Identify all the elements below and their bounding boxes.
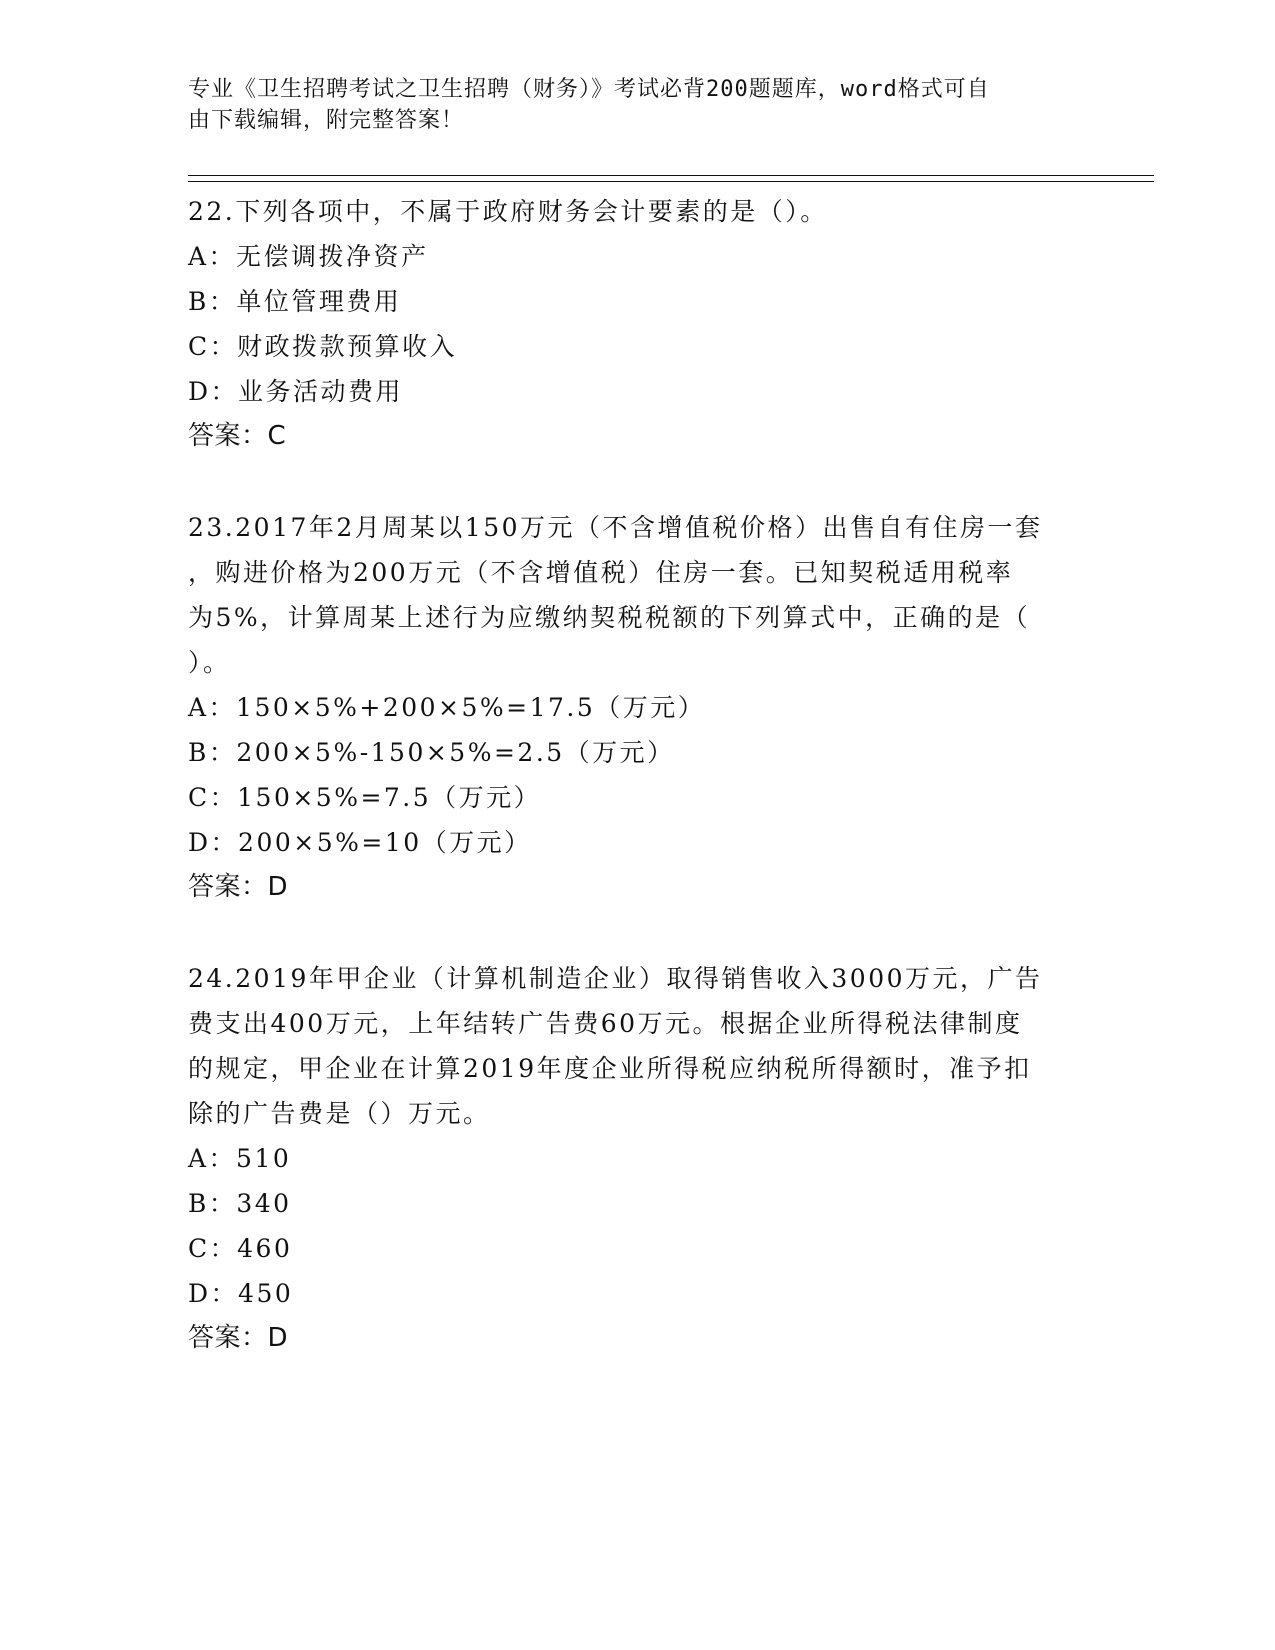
header-line: 专业《卫生招聘考试之卫生招聘（财务）》考试必背200题题库，word格式可自: [188, 77, 990, 102]
option-d: D：450: [188, 1279, 294, 1308]
header-divider: [188, 181, 1154, 182]
question-stem: 22.下列各项中，不属于政府财务会计要素的是（）。: [188, 197, 828, 226]
option-b: B：单位管理费用: [188, 287, 402, 316]
header-divider: [188, 175, 1154, 176]
question-list: [188, 189, 1088, 1361]
question-stem: 24.2019年甲企业（计算机制造企业）取得销售收入3000万元，广告: [188, 964, 1043, 993]
question-stem: 的规定，甲企业在计算2019年度企业所得税应纳税所得额时，准予扣: [188, 1054, 1032, 1083]
question-stem: 23.2017年2月周某以150万元（不含增值税价格）出售自有住房一套: [188, 513, 1043, 542]
document-header: [188, 74, 1068, 136]
option-a: A：无偿调拨净资产: [188, 242, 429, 271]
question-block: [188, 956, 1088, 1361]
answer-line: 答案：D: [188, 872, 289, 902]
question-stem: ，购进价格为200万元（不含增值税）住房一套。已知契税适用税率: [188, 558, 1014, 587]
option-d: D：200×5%=10（万元）: [188, 828, 532, 857]
question-stem: 费支出400万元，上年结转广告费60万元。根据企业所得税法律制度: [188, 1009, 1023, 1038]
option-a: A：510: [188, 1144, 292, 1173]
option-c: C：150×5%=7.5（万元）: [188, 783, 542, 812]
option-c: C：财政拨款预算收入: [188, 332, 458, 361]
header-line: 由下载编辑，附完整答案！: [188, 108, 465, 133]
answer-line: 答案：C: [188, 421, 287, 451]
option-b: B：200×5%-150×5%=2.5（万元）: [188, 738, 675, 767]
question-stem: 为5%，计算周某上述行为应缴纳契税税额的下列算式中，正确的是（: [188, 603, 1031, 632]
option-b: B：340: [188, 1189, 292, 1218]
question-block: [188, 505, 1088, 910]
question-stem: ）。: [188, 648, 231, 677]
option-d: D：业务活动费用: [188, 377, 404, 406]
question-block: [188, 189, 1088, 459]
question-stem: 除的广告费是（）万元。: [188, 1099, 491, 1128]
answer-line: 答案：D: [188, 1323, 289, 1353]
option-a: A：150×5%+200×5%=17.5（万元）: [188, 693, 706, 722]
option-c: C：460: [188, 1234, 293, 1263]
